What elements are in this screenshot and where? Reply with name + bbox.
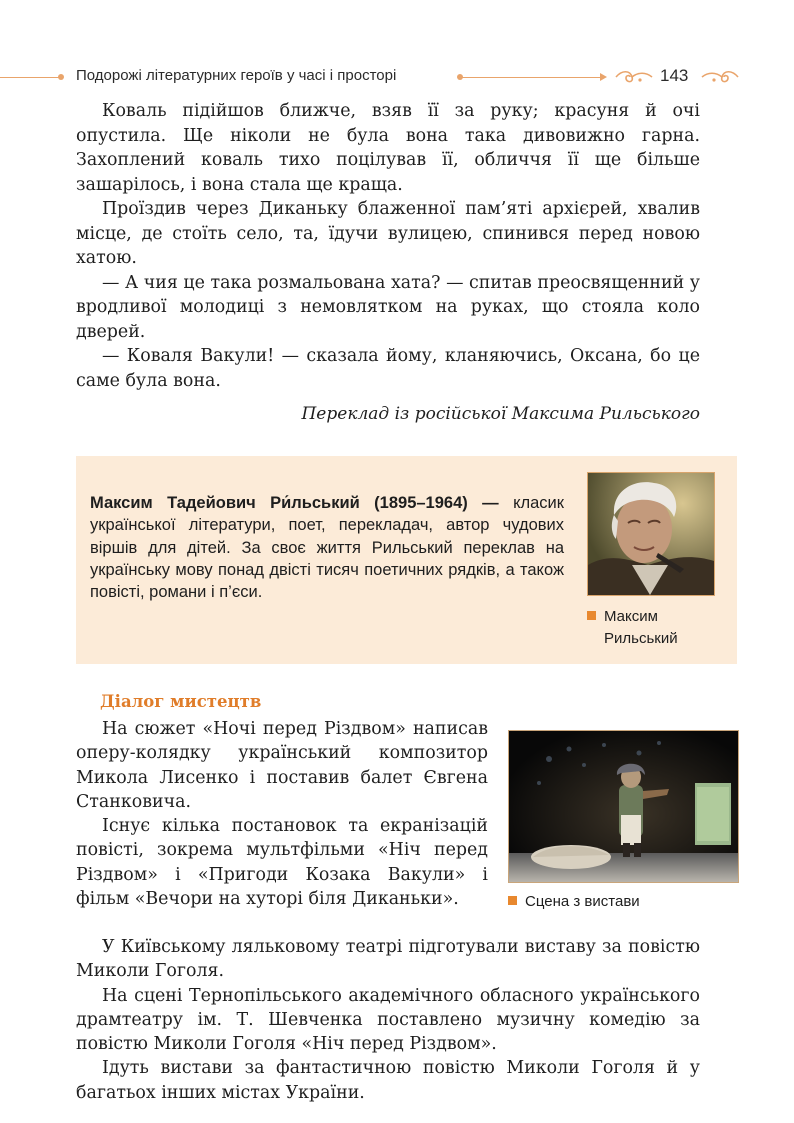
header-rule-mid bbox=[462, 77, 604, 78]
bio-description: класик української літератури, поет, перекладач, автор чудових віршів для дітей. За своє життя Рильський переклав на українську мову понад двісті тисяч поетичних рядків, а також повісті, романи і п’єси. bbox=[90, 494, 564, 602]
stage-scene-illustration bbox=[509, 731, 738, 882]
dialog-paragraph: На сюжет «Ночі перед Різдвом» написав оперу-колядку український композитор Микола Лисенко і поставив балет Євгена Станковича. bbox=[76, 719, 488, 812]
dialog-text-beside-photo bbox=[76, 717, 488, 911]
bio-name: Максим Тадейович Ри́льський (1895–1964) — bbox=[90, 494, 499, 512]
section-title: Діалог мистецтв bbox=[100, 692, 262, 711]
story-paragraph: — А чия це така розмальована хата? — спитав преосвященний у вродливої молодиці з немовлятком на руках, що стояла коло дверей. bbox=[76, 272, 700, 342]
page-number: 143 bbox=[660, 66, 689, 85]
caption-bullet-icon bbox=[587, 611, 596, 620]
stage-photo-caption-text: Сцена з вистави bbox=[525, 893, 640, 910]
dialog-paragraph: Існує кілька постановок та екранізацій повісті, зокрема мультфільми «Ніч перед Різдвом» і «Пригоди Козака Вакули» і фільм «Вечори на хуторі біля Диканьки». bbox=[76, 816, 488, 910]
translation-credit: Переклад із російської Максима Рильського bbox=[301, 404, 700, 424]
bio-box bbox=[76, 456, 737, 664]
dialog-paragraph: Ідуть вистави за фантастичною повістю Миколи Гоголя й у багатьох інших містах України. bbox=[76, 1058, 700, 1103]
story-paragraph: — Коваля Вакули! — сказала йому, кланяючись, Оксана, бо це саме була вона. bbox=[76, 346, 700, 391]
dialog-text-full-width bbox=[76, 935, 700, 1105]
portrait-illustration bbox=[588, 473, 714, 595]
header-rule-left bbox=[0, 77, 60, 78]
stage-scene-photo bbox=[508, 730, 739, 883]
portrait-caption bbox=[587, 606, 727, 650]
caption-bullet-icon bbox=[508, 896, 517, 905]
bio-text bbox=[90, 492, 564, 603]
stage-photo-caption bbox=[508, 893, 640, 910]
story-excerpt bbox=[76, 99, 700, 393]
ornament-swirl-left-icon bbox=[614, 68, 654, 86]
header-dot-left bbox=[58, 74, 64, 80]
running-title: Подорожі літературних героїв у часі і просторі bbox=[76, 67, 397, 84]
ornament-swirl-right-icon bbox=[700, 68, 740, 86]
story-paragraph: Коваль підійшов ближче, взяв її за руку; красуня й очі опустила. Ще ніколи не була вона така дивовижно гарна. Захоплений коваль тихо поцілував її, обличчя її ще більше зашарілось, і вона стала ще краща. bbox=[76, 101, 700, 195]
header-arrow-icon bbox=[600, 73, 607, 81]
dialog-paragraph: У Київському ляльковому театрі підготували виставу за повістю Миколи Гоголя. bbox=[76, 937, 700, 982]
running-header bbox=[0, 62, 794, 92]
dialog-paragraph: На сцені Тернопільського академічного обласного українського драмтеатру ім. Т. Шевченка поставлено музичну комедію за повістю Миколи Гоголя «Ніч перед Різдвом». bbox=[76, 985, 700, 1055]
portrait-caption-line2: Рильський bbox=[604, 630, 678, 647]
portrait-caption-line1: Максим bbox=[604, 608, 658, 625]
portrait-photo bbox=[587, 472, 715, 596]
story-paragraph: Проїздив через Диканьку блаженної пам’яті архієрей, хвалив місце, де стоїть село, та, їдучи вулицею, спинився перед новою хатою. bbox=[76, 199, 700, 268]
